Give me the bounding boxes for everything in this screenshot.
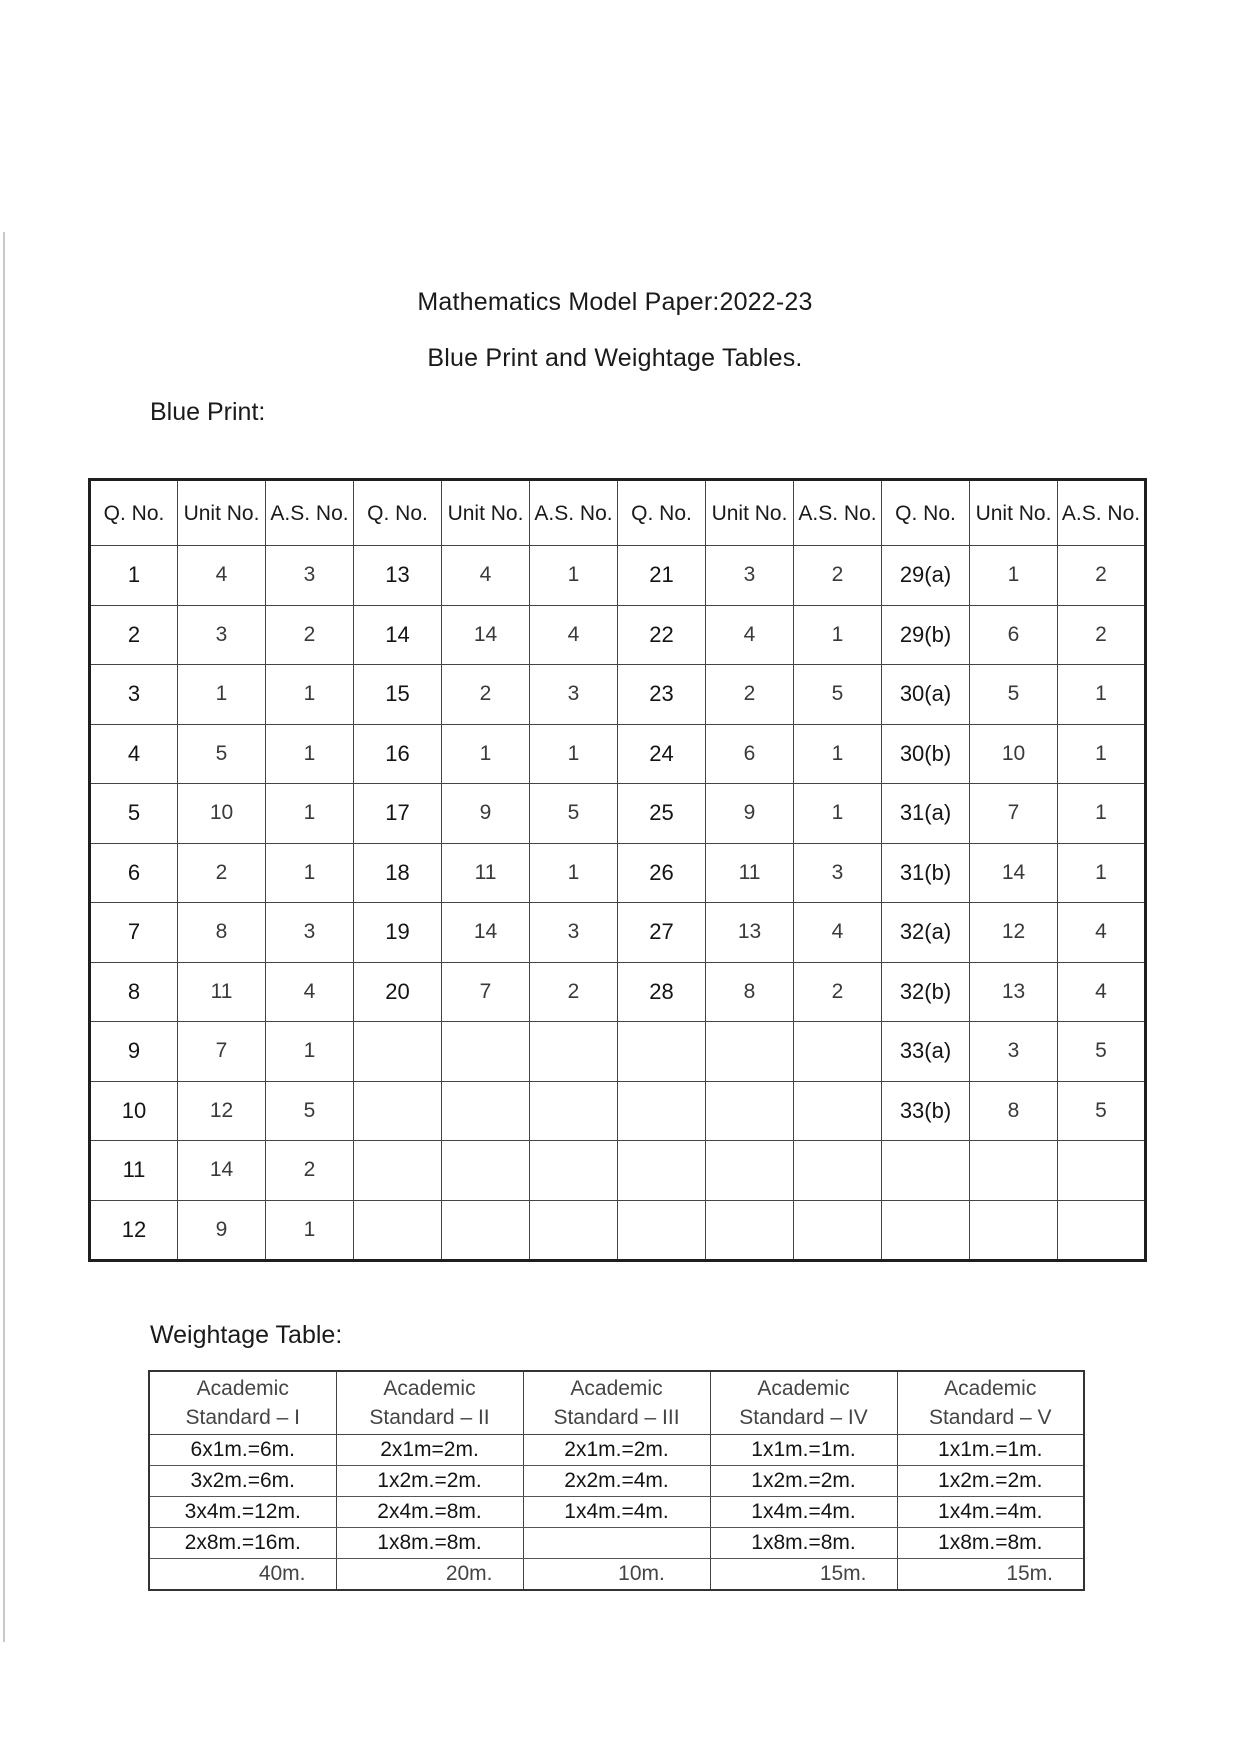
unit-number-cell: 3 (970, 1022, 1058, 1082)
weightage-total-cell: 40m. (149, 1559, 336, 1591)
as-number-cell: 4 (1058, 962, 1146, 1022)
unit-number-cell: 5 (178, 724, 266, 784)
as-number-cell: 1 (266, 1022, 354, 1082)
blue-print-header-cell: Unit No. (442, 480, 530, 546)
weightage-cell: 2x1m=2m. (336, 1435, 523, 1466)
unit-number-cell (706, 1081, 794, 1141)
unit-number-cell: 10 (970, 724, 1058, 784)
blue-print-header-cell: A.S. No. (266, 480, 354, 546)
unit-number-cell: 13 (706, 903, 794, 963)
question-number-cell: 15 (354, 665, 442, 725)
blue-print-header-row (90, 480, 1146, 546)
question-number-cell (354, 1200, 442, 1261)
question-number-cell: 1 (90, 546, 178, 606)
blue-print-table (88, 478, 1147, 1262)
unit-number-cell: 9 (706, 784, 794, 844)
question-number-cell: 26 (618, 843, 706, 903)
question-number-cell (354, 1081, 442, 1141)
weightage-header-line: Standard – V (928, 1406, 1052, 1429)
question-number-cell: 29(a) (882, 546, 970, 606)
as-number-cell: 1 (266, 665, 354, 725)
blue-print-header-cell: Q. No. (354, 480, 442, 546)
weightage-cell: 3x2m.=6m. (149, 1466, 336, 1497)
weightage-cell: 1x2m.=2m. (897, 1466, 1084, 1497)
weightage-cell: 1x8m.=8m. (710, 1528, 897, 1559)
unit-number-cell (442, 1141, 530, 1201)
question-number-cell (882, 1141, 970, 1201)
weightage-row (149, 1528, 1084, 1559)
question-number-cell: 6 (90, 843, 178, 903)
unit-number-cell: 10 (178, 784, 266, 844)
blue-print-header-cell: Q. No. (90, 480, 178, 546)
weightage-cell: 1x4m.=4m. (710, 1497, 897, 1528)
weightage-header-line: Academic (757, 1377, 850, 1400)
unit-number-cell: 3 (178, 605, 266, 665)
blue-print-header (90, 480, 1146, 546)
question-number-cell: 9 (90, 1022, 178, 1082)
weightage-header-cell (710, 1371, 897, 1435)
weightage-cell: 1x4m.=4m. (523, 1497, 710, 1528)
weightage-row (149, 1466, 1084, 1497)
question-number-cell: 14 (354, 605, 442, 665)
unit-number-cell: 2 (442, 665, 530, 725)
question-number-cell: 7 (90, 903, 178, 963)
unit-number-cell: 8 (178, 903, 266, 963)
as-number-cell: 1 (266, 1200, 354, 1261)
blue-print-header-cell: Q. No. (882, 480, 970, 546)
weightage-cell: 1x1m.=1m. (710, 1435, 897, 1466)
unit-number-cell: 4 (706, 605, 794, 665)
as-number-cell: 2 (530, 962, 618, 1022)
weightage-header-row (149, 1371, 1084, 1435)
unit-number-cell: 1 (970, 546, 1058, 606)
question-number-cell (618, 1022, 706, 1082)
weightage-table (148, 1370, 1085, 1591)
weightage-total-cell: 15m. (897, 1559, 1084, 1591)
unit-number-cell: 11 (178, 962, 266, 1022)
weightage-cell: 2x4m.=8m. (336, 1497, 523, 1528)
page-title: Mathematics Model Paper:2022-23 (417, 288, 813, 316)
question-number-cell: 32(a) (882, 903, 970, 963)
unit-number-cell: 13 (970, 962, 1058, 1022)
unit-number-cell: 7 (442, 962, 530, 1022)
question-number-cell: 13 (354, 546, 442, 606)
as-number-cell: 2 (794, 962, 882, 1022)
blue-print-header-cell: A.S. No. (794, 480, 882, 546)
weightage-total-cell: 15m. (710, 1559, 897, 1591)
as-number-cell: 1 (1058, 665, 1146, 725)
weightage-header-line: Standard – III (553, 1406, 680, 1429)
weightage-cell: 1x1m.=1m. (897, 1435, 1084, 1466)
blue-print-row (90, 1141, 1146, 1201)
blue-print-row (90, 605, 1146, 665)
weightage-cell: 1x8m.=8m. (336, 1528, 523, 1559)
blue-print-header-cell: Q. No. (618, 480, 706, 546)
unit-number-cell (970, 1141, 1058, 1201)
question-number-cell: 29(b) (882, 605, 970, 665)
as-number-cell: 4 (530, 605, 618, 665)
unit-number-cell (706, 1141, 794, 1201)
as-number-cell: 4 (794, 903, 882, 963)
question-number-cell (618, 1200, 706, 1261)
weightage-header-line: Academic (570, 1377, 663, 1400)
as-number-cell: 5 (266, 1081, 354, 1141)
question-number-cell: 2 (90, 605, 178, 665)
weightage-total-row (149, 1559, 1084, 1591)
weightage-body (149, 1435, 1084, 1591)
weightage-header-line: Academic (944, 1377, 1037, 1400)
unit-number-cell (442, 1200, 530, 1261)
as-number-cell: 1 (530, 546, 618, 606)
weightage-header-cell (523, 1371, 710, 1435)
weightage-header-cell (336, 1371, 523, 1435)
as-number-cell: 3 (530, 903, 618, 963)
as-number-cell: 2 (1058, 546, 1146, 606)
unit-number-cell: 4 (178, 546, 266, 606)
blue-print-row (90, 784, 1146, 844)
weightage-header-cell (897, 1371, 1084, 1435)
weightage-cell: 3x4m.=12m. (149, 1497, 336, 1528)
question-number-cell: 27 (618, 903, 706, 963)
unit-number-cell: 8 (706, 962, 794, 1022)
unit-number-cell: 4 (442, 546, 530, 606)
unit-number-cell (706, 1200, 794, 1261)
unit-number-cell (970, 1200, 1058, 1261)
question-number-cell: 30(a) (882, 665, 970, 725)
as-number-cell: 4 (1058, 903, 1146, 963)
blue-print-header-cell: Unit No. (178, 480, 266, 546)
as-number-cell (794, 1141, 882, 1201)
as-number-cell: 3 (266, 903, 354, 963)
question-number-cell: 19 (354, 903, 442, 963)
question-number-cell: 20 (354, 962, 442, 1022)
question-number-cell: 21 (618, 546, 706, 606)
weightage-cell: 1x2m.=2m. (336, 1466, 523, 1497)
question-number-cell: 11 (90, 1141, 178, 1201)
blue-print-row (90, 546, 1146, 606)
as-number-cell: 1 (1058, 784, 1146, 844)
question-number-cell: 33(b) (882, 1081, 970, 1141)
as-number-cell (794, 1022, 882, 1082)
unit-number-cell (706, 1022, 794, 1082)
question-number-cell: 22 (618, 605, 706, 665)
unit-number-cell: 8 (970, 1081, 1058, 1141)
as-number-cell: 1 (266, 784, 354, 844)
weightage-label: Weightage Table: (150, 1321, 343, 1349)
blue-print-label: Blue Print: (150, 398, 266, 426)
question-number-cell: 24 (618, 724, 706, 784)
question-number-cell: 33(a) (882, 1022, 970, 1082)
as-number-cell: 4 (266, 962, 354, 1022)
as-number-cell: 5 (1058, 1022, 1146, 1082)
blue-print-row (90, 962, 1146, 1022)
question-number-cell (354, 1022, 442, 1082)
question-number-cell: 25 (618, 784, 706, 844)
page-subtitle: Blue Print and Weightage Tables. (427, 344, 803, 372)
weightage-header-cell (149, 1371, 336, 1435)
unit-number-cell: 2 (178, 843, 266, 903)
unit-number-cell: 14 (970, 843, 1058, 903)
page-left-edge-rule (3, 232, 5, 1642)
as-number-cell: 5 (1058, 1081, 1146, 1141)
question-number-cell: 18 (354, 843, 442, 903)
question-number-cell: 5 (90, 784, 178, 844)
unit-number-cell: 7 (970, 784, 1058, 844)
blue-print-row (90, 1081, 1146, 1141)
blue-print-header-cell: Unit No. (970, 480, 1058, 546)
unit-number-cell: 11 (706, 843, 794, 903)
as-number-cell: 1 (266, 724, 354, 784)
as-number-cell: 1 (530, 843, 618, 903)
blue-print-row (90, 665, 1146, 725)
blue-print-row (90, 724, 1146, 784)
weightage-cell: 1x8m.=8m. (897, 1528, 1084, 1559)
blue-print-row (90, 903, 1146, 963)
question-number-cell (882, 1200, 970, 1261)
weightage-cell: 2x1m.=2m. (523, 1435, 710, 1466)
as-number-cell: 1 (266, 843, 354, 903)
as-number-cell: 1 (794, 605, 882, 665)
weightage-cell: 2x2m.=4m. (523, 1466, 710, 1497)
unit-number-cell: 6 (970, 605, 1058, 665)
question-number-cell: 10 (90, 1081, 178, 1141)
weightage-total-cell: 10m. (523, 1559, 710, 1591)
as-number-cell (1058, 1141, 1146, 1201)
as-number-cell: 2 (1058, 605, 1146, 665)
as-number-cell: 1 (1058, 843, 1146, 903)
weightage-cell: 1x4m.=4m. (897, 1497, 1084, 1528)
question-number-cell: 31(b) (882, 843, 970, 903)
as-number-cell: 3 (794, 843, 882, 903)
question-number-cell: 28 (618, 962, 706, 1022)
as-number-cell: 1 (794, 784, 882, 844)
as-number-cell: 3 (266, 546, 354, 606)
weightage-header (149, 1371, 1084, 1435)
question-number-cell: 4 (90, 724, 178, 784)
as-number-cell (1058, 1200, 1146, 1261)
weightage-cell: 1x2m.=2m. (710, 1466, 897, 1497)
as-number-cell: 5 (530, 784, 618, 844)
unit-number-cell: 12 (178, 1081, 266, 1141)
unit-number-cell: 1 (442, 724, 530, 784)
unit-number-cell: 3 (706, 546, 794, 606)
weightage-header-line: Standard – II (369, 1406, 490, 1429)
question-number-cell: 30(b) (882, 724, 970, 784)
weightage-cell: 6x1m.=6m. (149, 1435, 336, 1466)
weightage-cell (523, 1528, 710, 1559)
unit-number-cell: 1 (178, 665, 266, 725)
blue-print-row (90, 843, 1146, 903)
blue-print-row (90, 1200, 1146, 1261)
unit-number-cell: 9 (442, 784, 530, 844)
as-number-cell: 5 (794, 665, 882, 725)
unit-number-cell: 14 (442, 903, 530, 963)
question-number-cell: 17 (354, 784, 442, 844)
weightage-total-cell: 20m. (336, 1559, 523, 1591)
question-number-cell: 3 (90, 665, 178, 725)
unit-number-cell: 11 (442, 843, 530, 903)
blue-print-header-cell: Unit No. (706, 480, 794, 546)
weightage-header-line: Academic (196, 1377, 289, 1400)
as-number-cell: 2 (266, 605, 354, 665)
question-number-cell: 31(a) (882, 784, 970, 844)
unit-number-cell (442, 1022, 530, 1082)
as-number-cell: 1 (530, 724, 618, 784)
as-number-cell: 1 (794, 724, 882, 784)
question-number-cell (618, 1081, 706, 1141)
blue-print-row (90, 1022, 1146, 1082)
unit-number-cell: 9 (178, 1200, 266, 1261)
weightage-row (149, 1497, 1084, 1528)
question-number-cell: 8 (90, 962, 178, 1022)
blue-print-body (90, 546, 1146, 1261)
weightage-header-line: Standard – I (185, 1406, 300, 1429)
unit-number-cell: 14 (178, 1141, 266, 1201)
question-number-cell (618, 1141, 706, 1201)
weightage-header-line: Academic (383, 1377, 476, 1400)
weightage-header-line: Standard – IV (739, 1406, 868, 1429)
as-number-cell (530, 1022, 618, 1082)
as-number-cell: 2 (794, 546, 882, 606)
unit-number-cell: 2 (706, 665, 794, 725)
as-number-cell (794, 1081, 882, 1141)
as-number-cell (794, 1200, 882, 1261)
blue-print-header-cell: A.S. No. (530, 480, 618, 546)
as-number-cell (530, 1200, 618, 1261)
as-number-cell (530, 1081, 618, 1141)
unit-number-cell: 12 (970, 903, 1058, 963)
question-number-cell (354, 1141, 442, 1201)
question-number-cell: 16 (354, 724, 442, 784)
as-number-cell: 2 (266, 1141, 354, 1201)
blue-print-header-cell: A.S. No. (1058, 480, 1146, 546)
unit-number-cell: 14 (442, 605, 530, 665)
as-number-cell: 1 (1058, 724, 1146, 784)
question-number-cell: 12 (90, 1200, 178, 1261)
question-number-cell: 32(b) (882, 962, 970, 1022)
weightage-row (149, 1435, 1084, 1466)
unit-number-cell: 7 (178, 1022, 266, 1082)
unit-number-cell (442, 1081, 530, 1141)
unit-number-cell: 6 (706, 724, 794, 784)
unit-number-cell: 5 (970, 665, 1058, 725)
as-number-cell (530, 1141, 618, 1201)
question-number-cell: 23 (618, 665, 706, 725)
weightage-cell: 2x8m.=16m. (149, 1528, 336, 1559)
as-number-cell: 3 (530, 665, 618, 725)
